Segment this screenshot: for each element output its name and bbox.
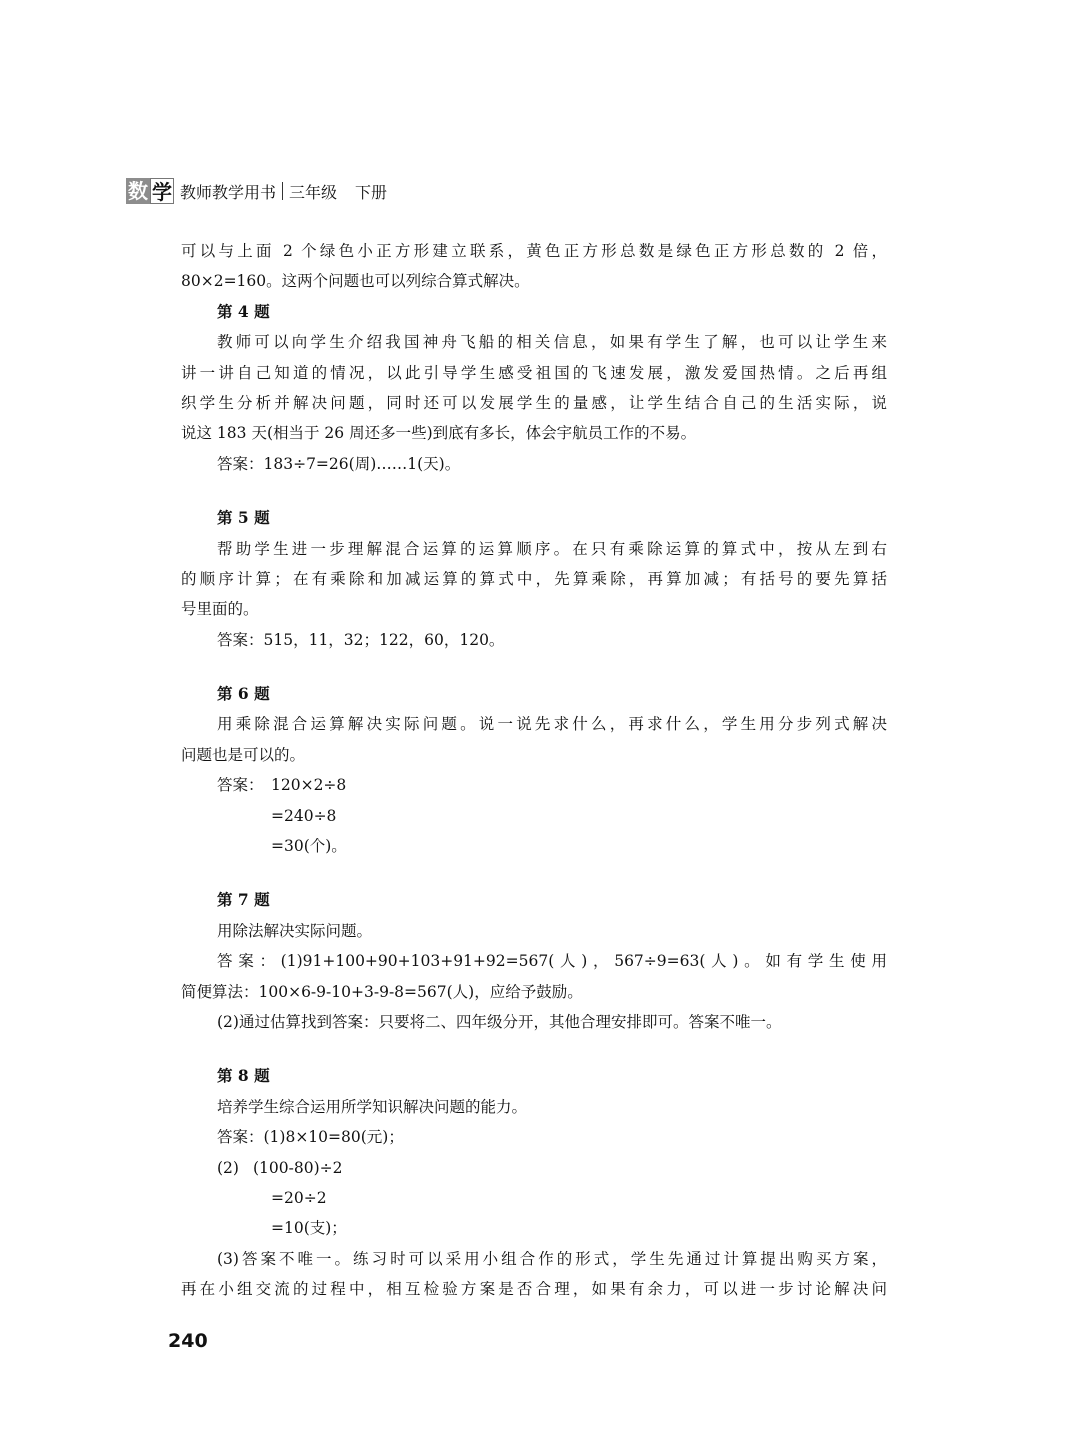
answer-line: 答案：183÷7=26(周)……1(天)。	[217, 454, 461, 473]
equation-step: 120×2÷8	[271, 776, 347, 795]
running-header	[126, 176, 387, 206]
body-line: 帮助学生进一步理解混合运算的运算顺序。在只有乘除运算的算式中，按从左到右	[217, 539, 887, 558]
header-text	[180, 180, 387, 203]
header-grade: 三年级	[289, 182, 338, 202]
header-book: 教师教学用书	[180, 182, 277, 202]
equation-step: =10(支)；	[271, 1219, 347, 1238]
equation-step: =20÷2	[271, 1188, 327, 1207]
section-heading-6: 第 6 题	[217, 684, 270, 704]
body-line: 号里面的。	[181, 600, 259, 619]
answer-line: (3)答案不唯一。练习时可以采用小组合作的形式，学生先通过计算提出购买方案，	[217, 1249, 887, 1268]
header-divider	[282, 182, 283, 200]
answer-equation-line	[181, 1153, 887, 1183]
page-number: 240	[168, 1330, 208, 1352]
answer-sublabel: (2)	[217, 1158, 239, 1177]
body-line: 培养学生综合运用所学知识解决问题的能力。	[217, 1097, 528, 1116]
logo-char-1: 数	[128, 179, 148, 203]
page-body	[181, 236, 887, 1305]
equation-step: (100-80)÷2	[253, 1158, 343, 1177]
section-heading-5: 第 5 题	[217, 508, 270, 528]
body-line: 简便算法：100×6-9-10+3-9-8=567(人)，应给予鼓励。	[181, 982, 583, 1001]
body-line: 讲一讲自己知道的情况，以此引导学生感受祖国的飞速发展，激发爱国热情。之后再组	[181, 363, 887, 382]
body-line: 可以与上面 2 个绿色小正方形建立联系，黄色正方形总数是绿色正方形总数的 2 倍，	[181, 242, 887, 260]
answer-label: 答案：	[217, 776, 264, 795]
section-heading-4: 第 4 题	[217, 301, 270, 321]
body-line: 用除法解决实际问题。	[217, 921, 373, 940]
body-line: 问题也是可以的。	[181, 745, 306, 764]
equation-step: =30(个)。	[271, 837, 347, 856]
body-line: 织学生分析并解决问题，同时还可以发展学生的量感，让学生结合自己的生活实际，说	[181, 393, 887, 412]
answer-line: 答案：(1)91+100+90+103+91+92=567(人)，567÷9=63(人)。如有学生使用	[217, 952, 887, 971]
body-line: 说这 183 天(相当于 26 周还多一些)到底有多长，体会宇航员工作的不易。	[181, 424, 697, 443]
answer-equation-line	[181, 770, 887, 800]
body-line: 教师可以向学生介绍我国神舟飞船的相关信息，如果有学生了解，也可以让学生来	[217, 333, 887, 352]
answer-line: 答案：(1)8×10=80(元)；	[217, 1128, 404, 1147]
equation-step: =240÷8	[271, 806, 337, 825]
body-line: 用乘除混合运算解决实际问题。说一说先求什么，再求什么，学生用分步列式解决	[217, 715, 887, 734]
body-line: 再在小组交流的过程中，相互检验方案是否合理，如果有余力，可以进一步讨论解决问	[181, 1280, 887, 1299]
answer-line: 答案：515，11，32；122，60，120。	[217, 630, 505, 649]
header-volume: 下册	[355, 182, 388, 202]
logo-char-2: 学	[152, 180, 172, 204]
body-line: 80×2=160。这两个问题也可以列综合算式解决。	[181, 272, 530, 291]
answer-line: (2)通过估算找到答案：只要将二、四年级分开，其他合理安排即可。答案不唯一。	[217, 1012, 782, 1031]
section-heading-8: 第 8 题	[217, 1066, 270, 1086]
subject-logo	[126, 178, 174, 204]
section-heading-7: 第 7 题	[217, 890, 270, 910]
body-line: 的顺序计算；在有乘除和加减运算的算式中，先算乘除，再算加减；有括号的要先算括	[181, 569, 887, 588]
